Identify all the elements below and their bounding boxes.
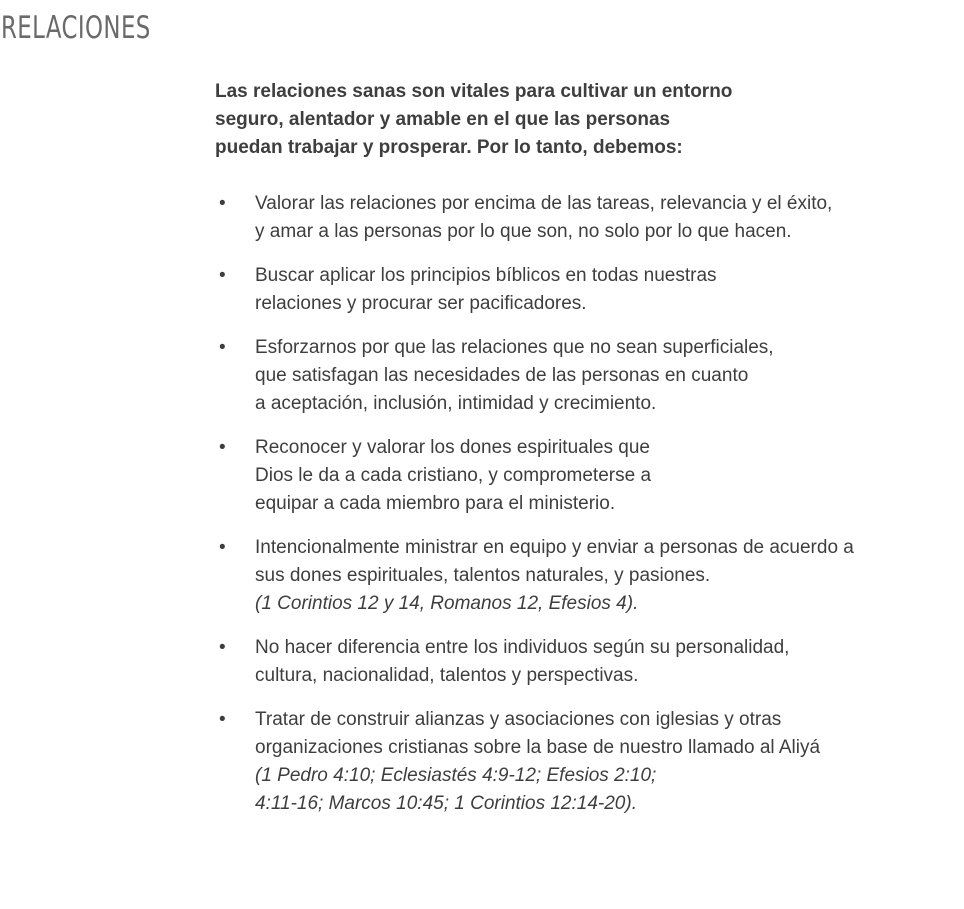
list-item-text: Intencionalmente ministrar en equipo y enviar a personas de acuerdo a sus dones espirituales, talentos naturales, y pasiones.: [255, 537, 854, 586]
list-item-text: Esforzarnos por que las relaciones que no sean superficiales, que satisfagan las necesidades de las personas en cuanto a aceptación, inclusión, intimidad y crecimiento.: [255, 337, 774, 414]
bullet-icon: •: [219, 709, 226, 730]
bullet-icon: •: [219, 193, 226, 214]
list-item-text: Tratar de construir alianzas y asociaciones con iglesias y otras organizaciones cristianas sobre la base de nuestro llamado al Aliyá: [255, 709, 821, 758]
bullet-icon: •: [219, 537, 226, 558]
bullet-icon: •: [219, 337, 226, 358]
list-item: [215, 534, 955, 618]
list-item: [215, 706, 955, 818]
list-item: [215, 634, 955, 690]
list-item: [215, 334, 955, 418]
bullet-icon: •: [219, 437, 226, 458]
list-item-text: No hacer diferencia entre los individuos según su personalidad, cultura, nacionalidad, talentos y perspectivas.: [255, 637, 790, 686]
list-item: [215, 190, 955, 246]
list-item-text: Reconocer y valorar los dones espirituales que Dios le da a cada cristiano, y comprometerse a equipar a cada miembro para el ministerio.: [255, 437, 652, 514]
bullet-icon: •: [219, 265, 226, 286]
list-item: [215, 434, 955, 518]
bullet-list: [215, 190, 955, 834]
list-item-text: Buscar aplicar los principios bíblicos en todas nuestras relaciones y procurar ser pacificadores.: [255, 265, 717, 314]
list-item-text: Valorar las relaciones por encima de las tareas, relevancia y el éxito, y amar a las personas por lo que son, no solo por lo que hacen.: [255, 193, 833, 242]
bullet-icon: •: [219, 637, 226, 658]
intro-paragraph: Las relaciones sanas son vitales para cultivar un entorno seguro, alentador y amable en el que las personas puedan trabajar y prosperar. Por lo tanto, debemos:: [215, 81, 733, 158]
bible-reference: (1 Corintios 12 y 14, Romanos 12, Efesios 4).: [255, 593, 639, 614]
list-item: [215, 262, 955, 318]
page-title: RELACIONES: [1, 10, 151, 46]
bible-reference: (1 Pedro 4:10; Eclesiastés 4:9-12; Efesios 2:10; 4:11-16; Marcos 10:45; 1 Corintios 12:14-20).: [255, 765, 657, 814]
